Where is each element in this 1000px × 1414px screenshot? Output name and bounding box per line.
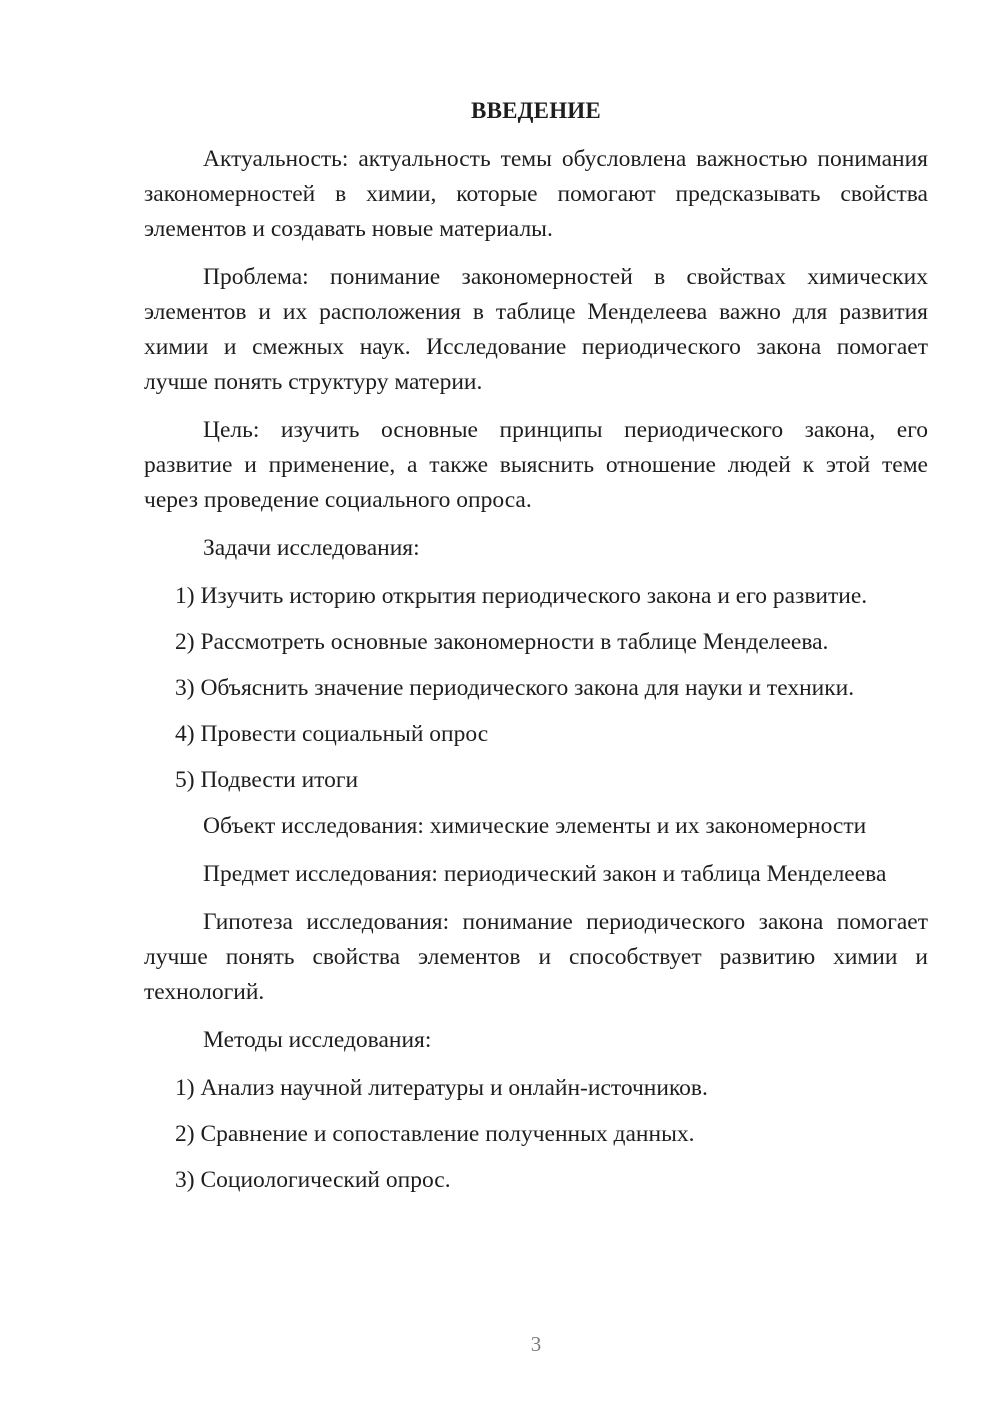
task-item: 2) Рассмотреть основные закономерности в таблице Менделеева. <box>175 629 829 655</box>
method-item: 1) Анализ научной литературы и онлайн-источников. <box>175 1075 708 1101</box>
tasks-heading: Задачи исследования: <box>203 535 420 561</box>
methods-heading: Методы исследования: <box>203 1027 432 1053</box>
method-item: 3) Социологический опрос. <box>175 1167 451 1193</box>
methods-list <box>144 1071 928 1198</box>
goal-paragraph: Цель: изучить основные принципы периодического закона, его развитие и применение, а также выяснить отношение людей к этой теме через проведение социального опроса. <box>144 417 928 513</box>
task-item: 4) Провести социальный опрос <box>175 721 489 747</box>
relevance-paragraph: Актуальность: актуальность темы обусловлена важностью понимания закономерностей в химии, которые помогают предсказывать свойства элементов и создавать новые материалы. <box>144 146 928 242</box>
task-item: 5) Подвести итоги <box>175 767 359 793</box>
task-item: 1) Изучить историю открытия периодического закона и его развитие. <box>175 583 868 609</box>
hypothesis-paragraph: Гипотеза исследования: понимание периодического закона помогает лучше понять свойства элементов и способствует развитию химии и технологий. <box>144 909 928 1005</box>
method-item: 2) Сравнение и сопоставление полученных данных. <box>175 1121 695 1147</box>
task-item: 3) Объяснить значение периодического закона для науки и техники. <box>175 675 855 701</box>
page-content <box>144 94 928 1209</box>
page-number: 3 <box>530 1332 542 1356</box>
problem-paragraph: Проблема: понимание закономерностей в свойствах химических элементов и их расположения в таблице Менделеева важно для развития химии и смежных наук. Исследование периодического закона помогает лучше понять структуру материи. <box>144 264 928 395</box>
page-title: ВВЕДЕНИЕ <box>471 98 601 123</box>
object-paragraph: Объект исследования: химические элементы и их закономерности <box>203 813 867 839</box>
subject-paragraph: Предмет исследования: периодический закон и таблица Менделеева <box>203 861 887 887</box>
tasks-list <box>144 579 928 798</box>
